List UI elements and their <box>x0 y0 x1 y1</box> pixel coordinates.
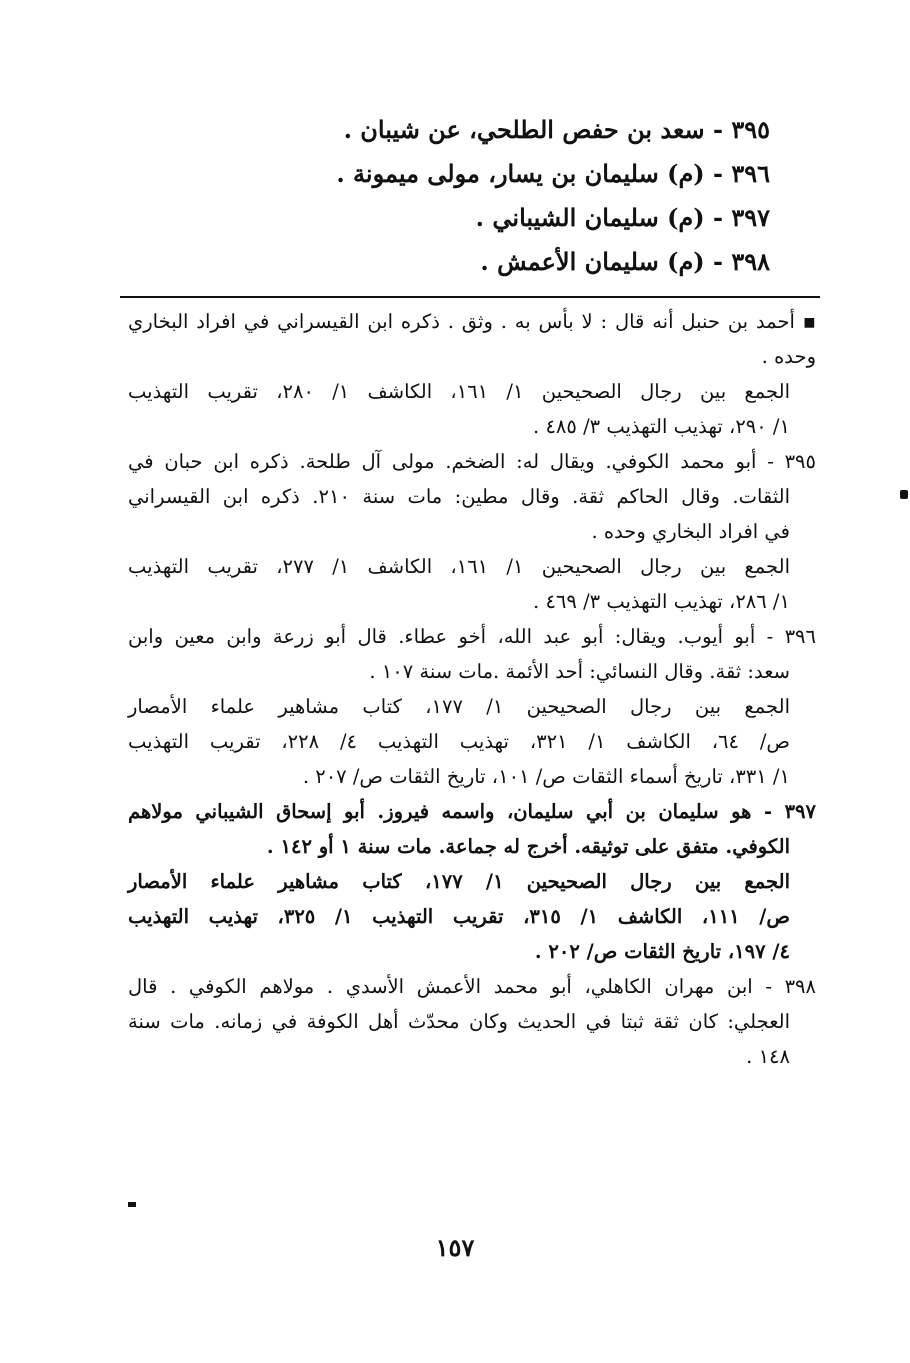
footnote-398 <box>128 969 816 1074</box>
footnote-line: الجمع بين رجال الصحيحين ١/ ١٧٧، كتاب مشاهير علماء الأمصار <box>128 870 790 893</box>
footnote-line: ١/ ٢٩٠، تهذيب التهذيب ٣/ ٤٨٥ . <box>533 415 790 438</box>
footnote-separator-rule <box>120 296 820 298</box>
footnote-line: ١٤٨ . <box>746 1045 790 1068</box>
main-entry-398: ٣٩٨ - (م) سليمان الأعمش . <box>480 247 770 276</box>
footnote-397 <box>128 794 816 969</box>
page-number: ١٥٧ <box>435 1233 475 1262</box>
footnotes-section <box>128 304 816 1074</box>
footnote-line: سعد: ثقة. وقال النسائي: أحد الأئمة .مات سنة ١٠٧ . <box>369 660 790 683</box>
footnote-line: ٣٩٨ - ابن مهران الكاهلي، أبو محمد الأعمش الأسدي . مولاهم الكوفي . قال <box>128 975 816 998</box>
footnote-line: ١/ ٢٨٦، تهذيب التهذيب ٣/ ٤٦٩ . <box>533 590 790 613</box>
footnote-line: ٣٩٦ - أبو أيوب. ويقال: أبو عبد الله، أخو عطاء. قال أبو زرعة وابن معين وابن <box>128 625 816 648</box>
footnote-line: ص/ ١١١، الكاشف ١/ ٣١٥، تقريب التهذيب ١/ ٣٢٥، تهذيب التهذيب <box>128 905 790 928</box>
main-entry-396: ٣٩٦ - (م) سليمان بن يسار، مولى ميمونة . <box>336 159 770 188</box>
footnote-line: ص/ ٦٤، الكاشف ١/ ٣٢١، تهذيب التهذيب ٤/ ٢٢٨، تقريب التهذيب <box>128 730 790 753</box>
margin-mark <box>900 490 908 499</box>
footnote-395 <box>128 444 816 619</box>
footnote-line: ٣٩٥ - أبو محمد الكوفي. ويقال له: الضخم. مولى آل طلحة. ذكره ابن حبان في <box>128 450 816 473</box>
footnote-396 <box>128 619 816 794</box>
footnote-line: وحده . <box>761 345 816 368</box>
footnote-line: ٣٩٧ - هو سليمان بن أبي سليمان، واسمه فيروز. أبو إسحاق الشيباني مولاهم <box>128 800 816 823</box>
footnote-line: العجلي: كان ثقة ثبتا في الحديث وكان محدّث أهل الكوفة في زمانه. مات سنة <box>128 1010 790 1033</box>
main-entries-list <box>300 108 770 284</box>
footnote-line: الكوفي. متفق على توثيقه. أخرج له جماعة. مات سنة ١ أو ١٤٢ . <box>266 835 790 858</box>
footnote-line: الجمع بين رجال الصحيحين ١/ ١٦١، الكاشف ١/ ٢٨٠، تقريب التهذيب <box>128 380 790 403</box>
footnote-line: ١/ ٣٣١، تاريخ أسماء الثقات ص/ ١٠١، تاريخ الثقات ص/ ٢٠٧ . <box>302 765 790 788</box>
footnote-continued <box>128 304 816 444</box>
footnote-line: الجمع بين رجال الصحيحين ١/ ١٧٧، كتاب مشاهير علماء الأمصار <box>128 695 790 718</box>
footnote-line: في افراد البخاري وحده . <box>591 520 790 543</box>
main-entry-395: ٣٩٥ - سعد بن حفص الطلحي، عن شيبان . <box>343 115 770 144</box>
footnote-line: ٤/ ١٩٧، تاريخ الثقات ص/ ٢٠٢ . <box>534 940 790 963</box>
footnote-line: الثقات. وقال الحاكم ثقة. وقال مطين: مات سنة ٢١٠. ذكره ابن القيسراني <box>128 485 790 508</box>
section-end-mark <box>128 1202 136 1207</box>
footnote-line: الجمع بين رجال الصحيحين ١/ ١٦١، الكاشف ١/ ٢٧٧، تقريب التهذيب <box>128 555 790 578</box>
main-entry-397: ٣٩٧ - (م) سليمان الشيباني . <box>475 203 770 232</box>
footnote-line: ▪ أحمد بن حنبل أنه قال : لا بأس به . وثق . ذكره ابن القيسراني في افراد البخاري <box>128 310 816 333</box>
